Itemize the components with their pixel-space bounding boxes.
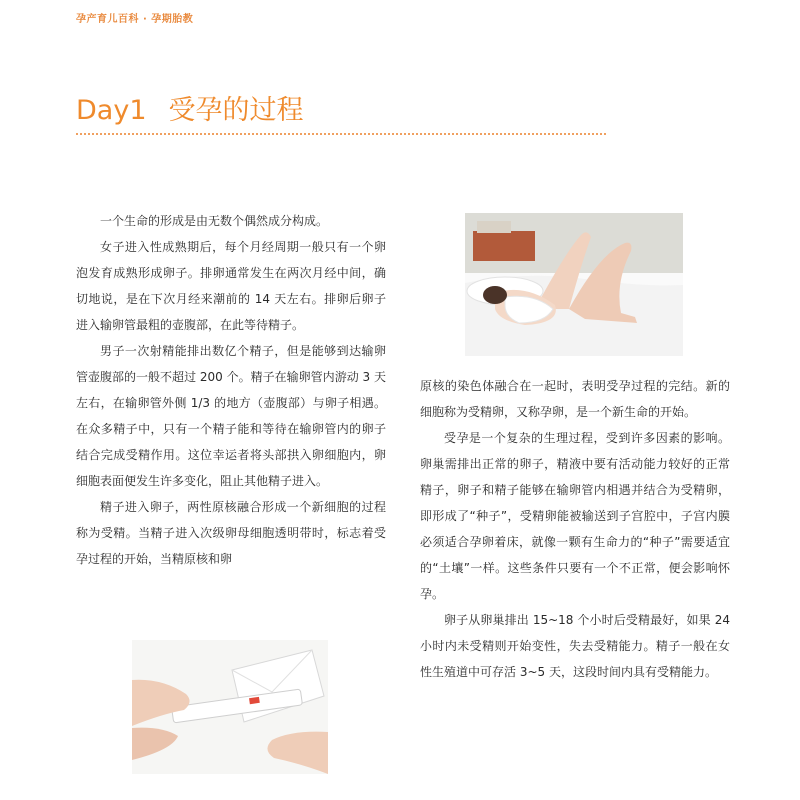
woman-lying-on-bed-photo <box>465 213 683 356</box>
title-text: 受孕的过程 <box>168 95 304 126</box>
left-column <box>76 208 386 572</box>
paragraph: 女子进入性成熟期后，每个月经周期一般只有一个卵泡发育成熟形成卵子。排卵通常发生在两次月经中间，确切地说，是在下次月经来潮前的 14 天左右。排卵后卵子进入输卵管最粗的壶腹部，在此等待精子。 <box>76 240 386 332</box>
section-breadcrumb: 孕产育儿百科 · 孕期胎教 <box>76 14 194 25</box>
title-day: Day1 <box>76 95 147 126</box>
paragraph: 精子进入卵子，两性原核融合形成一个新细胞的过程称为受精。当精子进入次级卵母细胞透明带时，标志着受孕过程的开始，当精原核和卵 <box>76 500 386 566</box>
paragraph: 男子一次射精能排出数亿个精子，但是能够到达输卵管壶腹部的一般不超过 200 个。精子在输卵管内游动 3 天左右，在输卵管外侧 1/3 的地方（壶腹部）与卵子相遇。在众多精子中，只有一个精子能和等待在输卵管内的卵子结合完成受精作用。这位幸运者将头部拱入卵细胞内，卵细胞表面便发生许多变化，阻止其他精子进入。 <box>76 344 386 488</box>
page-title <box>76 88 304 127</box>
paragraph: 卵子从卵巢排出 15~18 个小时后受精最好，如果 24 小时内未受精则开始变性，失去受精能力。精子一般在女性生殖道中可存活 3~5 天，这段时间内具有受精能力。 <box>420 613 730 679</box>
paragraph: 受孕是一个复杂的生理过程，受到许多因素的影响。卵巢需排出正常的卵子，精液中要有活动能力较好的正常精子，卵子和精子能够在输卵管内相遇并结合为受精卵，即形成了“种子”，受精卵能被输送到子宫腔中，子宫内膜必须适合孕卵着床，就像一颗有生命力的“种子”需要适宜的“土壤”一样。这些条件只要有一个不正常，便会影响怀孕。 <box>420 431 730 601</box>
pregnancy-test-photo <box>132 640 328 774</box>
title-divider <box>76 133 606 135</box>
paragraph: 原核的染色体融合在一起时，表明受孕过程的完结。新的细胞称为受精卵，又称孕卵，是一个新生命的开始。 <box>420 379 730 419</box>
right-column <box>420 373 730 685</box>
paragraph: 一个生命的形成是由无数个偶然成分构成。 <box>100 214 329 228</box>
